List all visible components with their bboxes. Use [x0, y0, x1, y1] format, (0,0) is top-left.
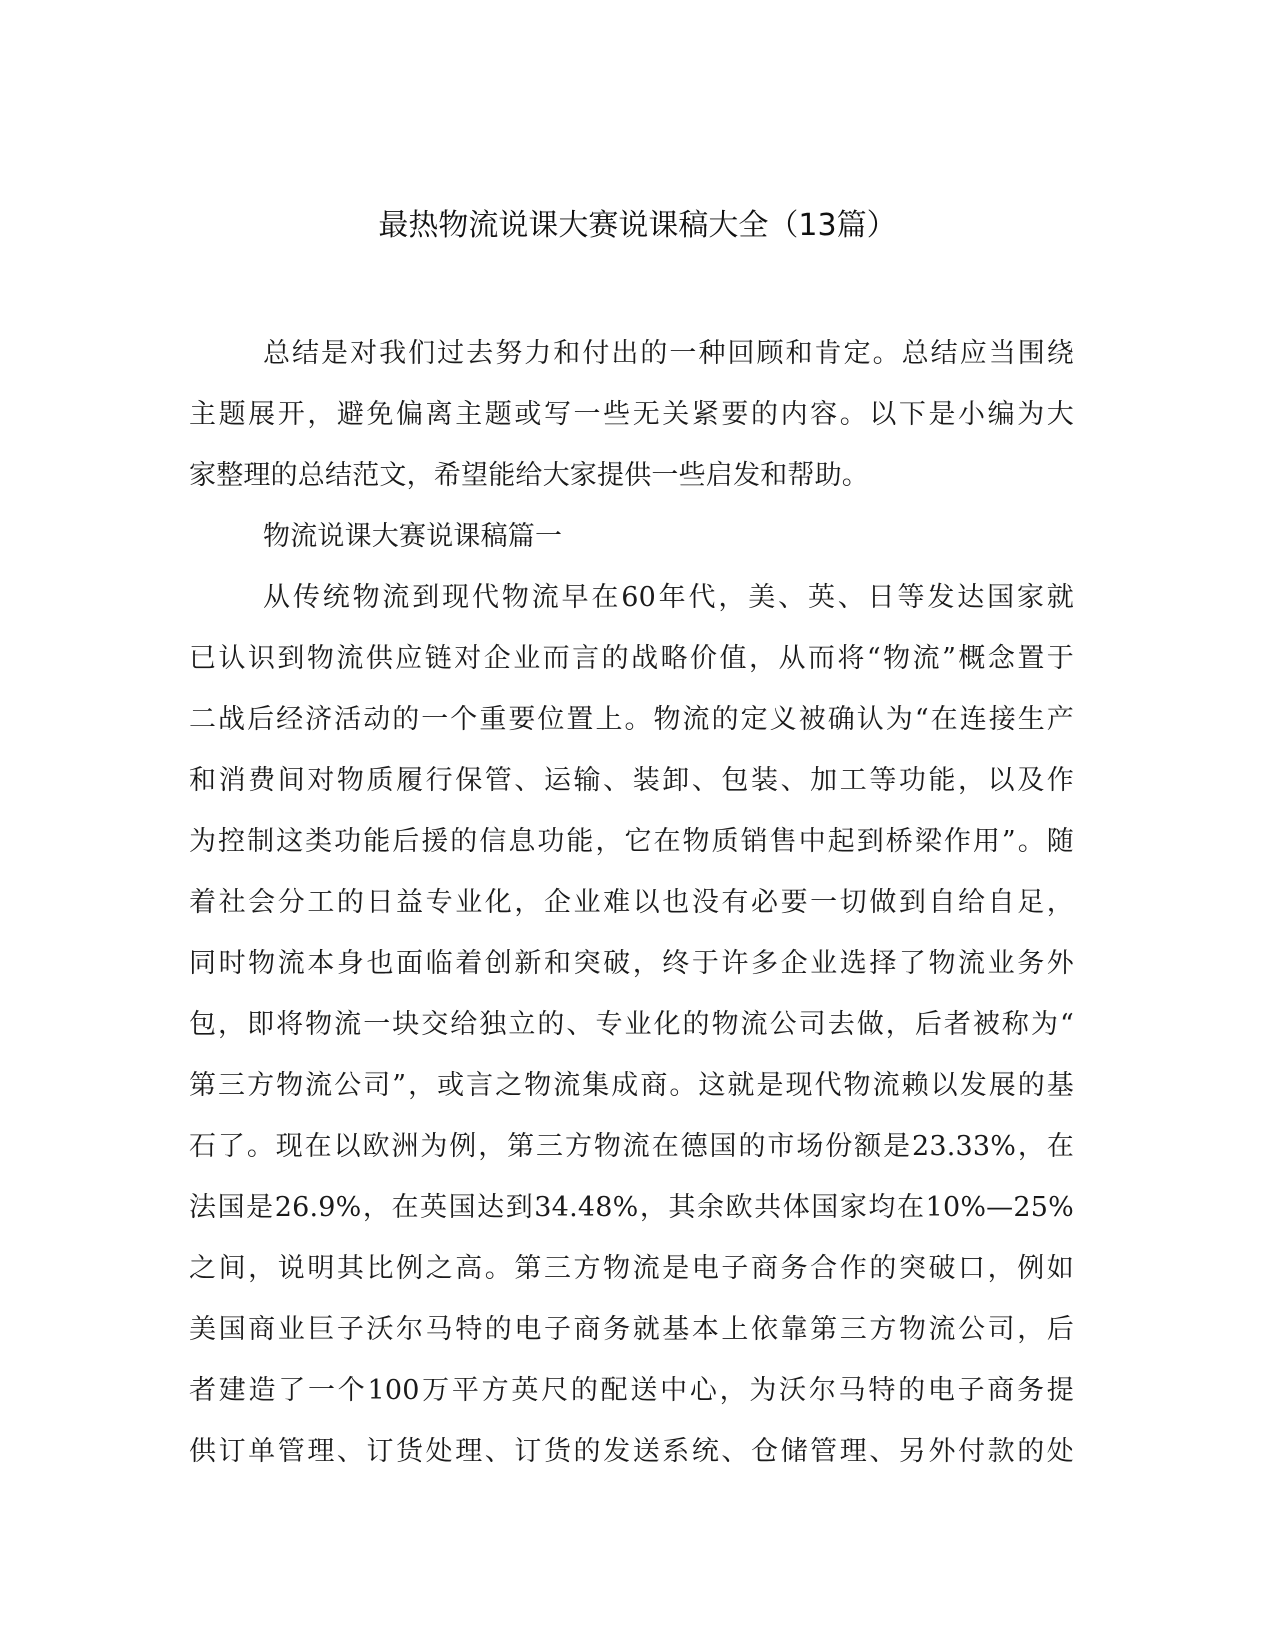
document-body: [189, 323, 1074, 1482]
body-line: 着社会分工的日益专业化，企业难以也没有必要一切做到自给自足，: [189, 887, 1074, 918]
body-line: 二战后经济活动的一个重要位置上。物流的定义被确认为“在连接生产: [189, 704, 1074, 735]
body-line: 供订单管理、订货处理、订货的发送系统、仓储管理、另外付款的处: [189, 1436, 1074, 1467]
body-line: 法国是26.9%，在英国达到34.48%，其余欧共体国家均在10%—25%: [189, 1192, 1074, 1223]
body-line: 已认识到物流供应链对企业而言的战略价值，从而将“物流”概念置于: [189, 643, 1074, 674]
body-line: 者建造了一个100万平方英尺的配送中心，为沃尔马特的电子商务提: [189, 1375, 1074, 1406]
intro-line: 家整理的总结范文，希望能给大家提供一些启发和帮助。: [189, 460, 869, 491]
body-line: 美国商业巨子沃尔马特的电子商务就基本上依靠第三方物流公司，后: [189, 1314, 1074, 1345]
body-line: 和消费间对物质履行保管、运输、装卸、包装、加工等功能，以及作: [189, 765, 1074, 796]
body-line: 从传统物流到现代物流早在60年代，美、英、日等发达国家就: [263, 582, 1074, 613]
body-line: 为控制这类功能后援的信息功能，它在物质销售中起到桥梁作用”。随: [189, 826, 1074, 857]
body-line: 同时物流本身也面临着创新和突破，终于许多企业选择了物流业务外: [189, 948, 1074, 979]
body-line: 包，即将物流一块交给独立的、专业化的物流公司去做，后者被称为“: [189, 1009, 1074, 1040]
body-line: 石了。现在以欧洲为例，第三方物流在德国的市场份额是23.33%，在: [189, 1131, 1074, 1162]
intro-line: 主题展开，避免偏离主题或写一些无关紧要的内容。以下是小编为大: [189, 399, 1074, 430]
section-heading: 物流说课大赛说课稿篇一: [263, 521, 563, 552]
document-title: 最热物流说课大赛说课稿大全（13篇）: [378, 208, 897, 243]
body-line: 第三方物流公司”，或言之物流集成商。这就是现代物流赖以发展的基: [189, 1070, 1074, 1101]
body-line: 之间，说明其比例之高。第三方物流是电子商务合作的突破口，例如: [189, 1253, 1074, 1284]
intro-line: 总结是对我们过去努力和付出的一种回顾和肯定。总结应当围绕: [263, 338, 1074, 369]
